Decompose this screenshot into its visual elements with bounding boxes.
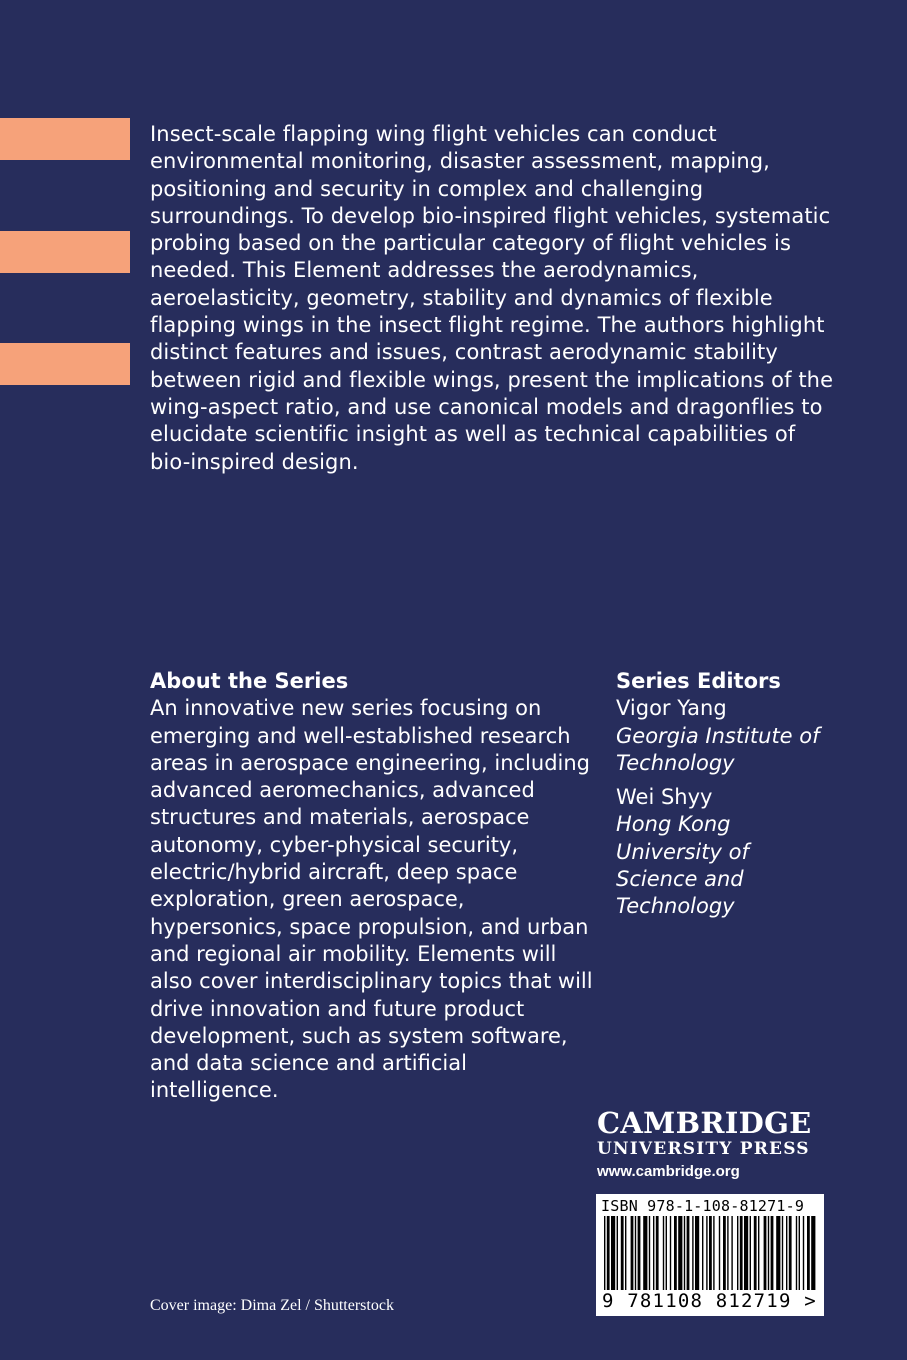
barcode-stripe [670, 1216, 671, 1300]
barcode-stripe [611, 1216, 615, 1300]
barcode-stripe [776, 1216, 780, 1300]
barcode-stripe [643, 1216, 647, 1300]
publisher-subtitle: UNIVERSITY PRESS [597, 1139, 810, 1159]
barcode-stripe [782, 1216, 783, 1300]
isbn-label: ISBN 978-1-108-81271-9 [601, 1197, 805, 1215]
editor-name: Vigor Yang [616, 696, 727, 721]
barcode-stripe [713, 1216, 714, 1300]
barcode-stripe [635, 1216, 636, 1300]
barcode-stripe [674, 1216, 677, 1300]
editor-name: Wei Shyy [616, 785, 713, 810]
cover-image-credit: Cover image: Dima Zel / Shutterstock [150, 1297, 394, 1314]
accent-bar-middle [0, 231, 130, 273]
barcode-stripe [678, 1216, 682, 1300]
barcode-digits: 9 781108 812719 > [602, 1290, 817, 1312]
publisher-logo [597, 1107, 827, 1183]
barcode-stripe [811, 1216, 815, 1300]
editor-affiliation: Georgia Institute of Technology [616, 723, 820, 775]
series-editors-heading: Series Editors [616, 669, 781, 693]
barcode-stripe [709, 1216, 712, 1300]
barcode-stripe [754, 1216, 757, 1300]
barcode-stripe [604, 1216, 605, 1300]
barcode-stripe [796, 1216, 797, 1300]
barcode-stripe [692, 1216, 693, 1300]
about-series-section [150, 668, 595, 1105]
barcode-stripe [771, 1216, 774, 1300]
barcode-stripe [625, 1216, 626, 1300]
barcode-stripe [638, 1216, 641, 1300]
barcode-stripe [702, 1216, 703, 1300]
barcode-stripe [727, 1216, 728, 1300]
barcode-stripe [744, 1216, 748, 1300]
accent-bar-top [0, 118, 130, 160]
barcode-stripe [768, 1216, 769, 1300]
barcode-stripe [695, 1216, 699, 1300]
barcode-stripe [617, 1216, 618, 1300]
about-series-text: An innovative new series focusing on emerging and well-established research areas in aerospace engineering, including advanced aeromechanics, advanced structures and materials, aerospace autonomy, cyber-physical security, electric/hybrid aircraft, deep space exploration, green aerospace, hypersonics, space propulsion, and urban and regional air mobility. Elements will also cover interdisciplinary topics that will drive innovation and future product development, such as system software, and data science and artificial intelligence. [150, 696, 593, 1103]
barcode-stripe [740, 1216, 743, 1300]
barcode-stripe [807, 1216, 810, 1300]
barcode-stripe [653, 1216, 654, 1300]
barcode-stripe [684, 1216, 685, 1300]
barcode-stripe [737, 1216, 738, 1300]
barcode-stripe [789, 1216, 792, 1300]
barcode-stripe [666, 1216, 667, 1300]
editor-affiliation: Hong Kong University of Science and Technology [616, 812, 749, 919]
book-blurb: Insect-scale flapping wing flight vehicles can conduct environmental monitoring, disaster assessment, mapping, positioning and security in complex and challenging surroundings. To develop bio-inspired flight vehicles, systematic probing based on the particular category of flight vehicles is needed. This Element addresses the aerodynamics, aeroelasticity, geometry, stability and dynamics of flexible flapping wings in the insect flight regime. The authors highlight distinct features and issues, contrast aerodynamic stability between rigid and flexible wings, present the implications of the wing-aspect ratio, and use canonical models and dragonflies to elucidate scientific insight as well as technical capabilities of bio-inspired design. [150, 122, 834, 474]
barcode-stripe [706, 1216, 707, 1300]
barcode-stripe [731, 1216, 732, 1300]
barcode-bars [602, 1216, 818, 1300]
barcode-stripe [607, 1216, 610, 1300]
barcode-stripe [723, 1216, 726, 1300]
barcode-stripe [656, 1216, 659, 1300]
barcode-stripe [621, 1216, 624, 1300]
barcode-stripe [649, 1216, 650, 1300]
barcode-stripe [764, 1216, 767, 1300]
barcode-stripe [631, 1216, 634, 1300]
barcode-stripe [758, 1216, 759, 1300]
barcode-stripe [663, 1216, 664, 1300]
publisher-name: CAMBRIDGE [597, 1106, 812, 1140]
barcode-stripe [786, 1216, 787, 1300]
about-series-heading: About the Series [150, 669, 349, 693]
isbn-barcode [596, 1194, 824, 1316]
publisher-website: www.cambridge.org [597, 1163, 740, 1180]
accent-bar-bottom [0, 343, 130, 385]
barcode-stripe [750, 1216, 751, 1300]
barcode-stripe [687, 1216, 690, 1300]
barcode-stripe [719, 1216, 720, 1300]
barcode-stripe [799, 1216, 800, 1300]
barcode-stripe [803, 1216, 804, 1300]
series-editors-section [616, 668, 876, 921]
